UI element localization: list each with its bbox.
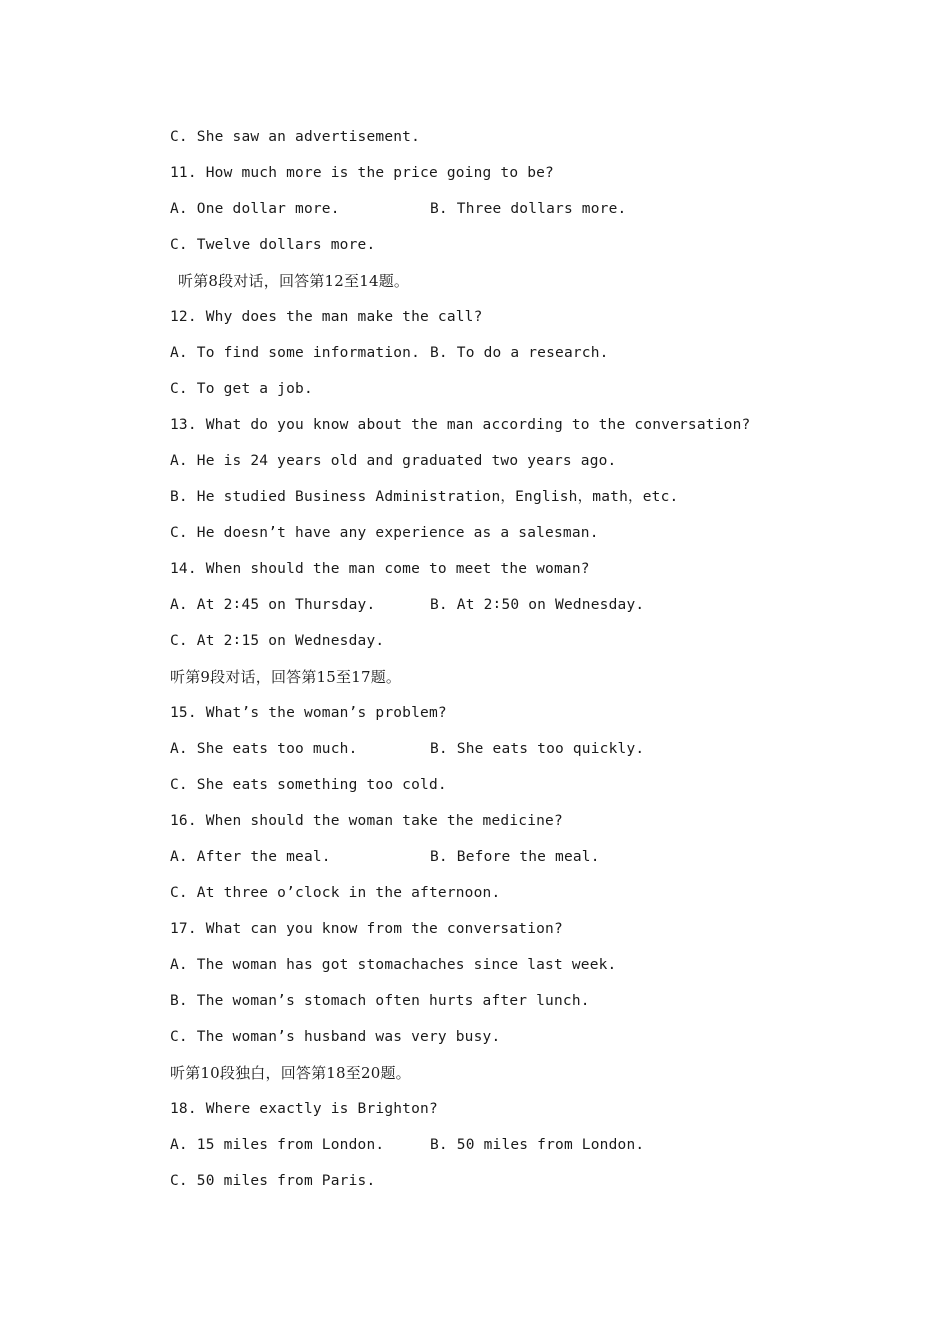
option-line (170, 479, 678, 515)
option-b: B. Before the meal. (430, 849, 600, 865)
option-line (170, 947, 617, 983)
option-line (170, 983, 590, 1019)
option-a: A. 15 miles from London. (170, 1137, 385, 1153)
option-line (170, 335, 609, 371)
option-line (170, 1127, 645, 1163)
option-b: B. She eats too quickly. (430, 741, 645, 757)
question-line (170, 299, 483, 335)
option-b: B. To do a research. (430, 345, 609, 361)
option-b: B. Three dollars more. (430, 201, 627, 217)
question-11: 11. How much more is the price going to be? (170, 165, 554, 181)
section-instruction (170, 1055, 411, 1091)
section-9-heading: 听第9段对话，回答第15至17题。 (170, 668, 402, 686)
option-line (170, 443, 617, 479)
section-10-heading: 听第10段独白，回答第18至20题。 (170, 1064, 411, 1082)
option-line (170, 731, 645, 767)
question-12: 12. Why does the man make the call? (170, 309, 483, 325)
question-line (170, 911, 563, 947)
option-b: B. He studied Business Administration，English，math，etc. (170, 489, 679, 505)
question-17: 17. What can you know from the conversation? (170, 921, 563, 937)
option-b: B. At 2∶50 on Wednesday. (430, 597, 645, 613)
option-c: C. The woman’s husband was very busy. (170, 1029, 501, 1045)
option-line (170, 623, 384, 659)
option-a: A. He is 24 years old and graduated two years ago. (170, 453, 617, 469)
option-b: B. The woman’s stomach often hurts after lunch. (170, 993, 590, 1009)
question-line (170, 803, 563, 839)
option-line (170, 875, 500, 911)
option-a: A. One dollar more. (170, 201, 340, 217)
option-line (170, 1163, 375, 1199)
option-line (170, 767, 447, 803)
option-line (170, 371, 313, 407)
option-a: A. She eats too much. (170, 741, 358, 757)
option-line (170, 1019, 500, 1055)
question-15: 15. What’s the woman’s problem? (170, 705, 447, 721)
option-c: C. Twelve dollars more. (170, 237, 376, 253)
section-instruction (170, 659, 401, 695)
question-13: 13. What do you know about the man according to the conversation? (170, 417, 751, 433)
section-instruction (178, 263, 409, 299)
option-line (170, 227, 375, 263)
option-a: A. At 2∶45 on Thursday. (170, 597, 376, 613)
option-line (170, 515, 599, 551)
option-c: C. 50 miles from Paris. (170, 1173, 376, 1189)
question-line (170, 695, 447, 731)
option-line (170, 587, 645, 623)
question-line (170, 551, 590, 587)
question-line (170, 155, 554, 191)
question-16: 16. When should the woman take the medicine? (170, 813, 563, 829)
option-c: C. At three o’clock in the afternoon. (170, 885, 501, 901)
option-b: B. 50 miles from London. (430, 1137, 645, 1153)
option-c: C. At 2∶15 on Wednesday. (170, 633, 385, 649)
question-18: 18. Where exactly is Brighton? (170, 1101, 438, 1117)
section-8-heading: 听第8段对话，回答第12至14题。 (178, 272, 410, 290)
option-c: C. To get a job. (170, 381, 313, 397)
question-line (170, 407, 750, 443)
option-line (170, 191, 627, 227)
option-line (170, 119, 420, 155)
option-a: A. To find some information. (170, 345, 421, 361)
question-line (170, 1091, 438, 1127)
option-a: A. After the meal. (170, 849, 331, 865)
option-a: A. The woman has got stomachaches since last week. (170, 957, 617, 973)
option-c: C. She saw an advertisement. (170, 129, 421, 145)
question-14: 14. When should the man come to meet the woman? (170, 561, 590, 577)
option-line (170, 839, 600, 875)
option-c: C. She eats something too cold. (170, 777, 447, 793)
option-c: C. He doesn’t have any experience as a salesman. (170, 525, 599, 541)
